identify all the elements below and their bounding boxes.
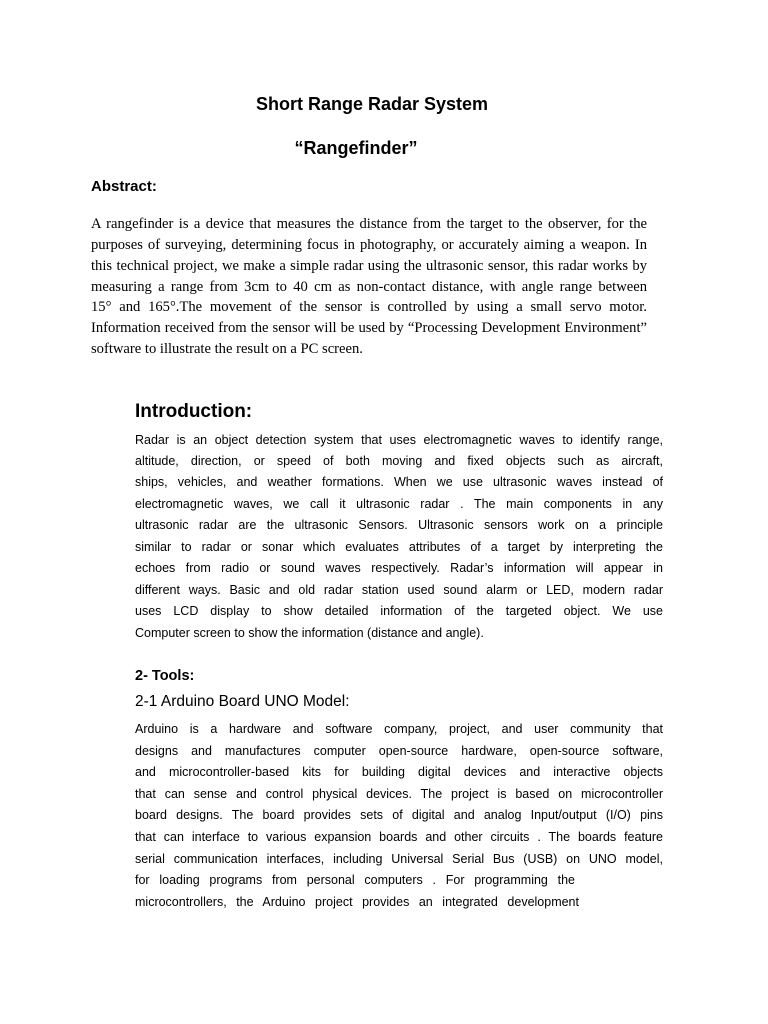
abstract-heading: Abstract: bbox=[91, 178, 157, 195]
document-title: Short Range Radar System bbox=[255, 94, 489, 114]
tools-line: designs and manufactures computer open-source hardware, open-source software, bbox=[135, 744, 663, 758]
introduction-heading: Introduction: bbox=[135, 401, 253, 422]
abstract-line: A rangefinder is a device that measures the distance from the target to the observer, for the bbox=[91, 216, 647, 232]
introduction-line: echoes from radio or sound waves respectively. Radar’s information will appear in bbox=[135, 561, 663, 575]
document-subtitle: “Rangefinder” bbox=[294, 138, 418, 158]
introduction-line: Radar is an object detection system that uses electromagnetic waves to identify range, bbox=[135, 433, 663, 447]
tools-line: and microcontroller-based kits for building digital devices and interactive objects bbox=[135, 765, 663, 779]
abstract-line: 15° and 165°.The movement of the sensor is controlled by using a small servo motor. bbox=[91, 299, 647, 315]
abstract-line: measuring a range from 3cm to 40 cm as non-contact distance, with angle range between bbox=[91, 279, 647, 295]
tools-line: board designs. The board provides sets of digital and analog Input/output (I/O) pins bbox=[135, 808, 663, 822]
abstract-line: software to illustrate the result on a PC screen. bbox=[91, 341, 363, 357]
tools-heading: 2- Tools: bbox=[135, 668, 195, 684]
introduction-line: Computer screen to show the information (distance and angle). bbox=[135, 626, 484, 640]
introduction-line: similar to radar or sonar which evaluates attributes of a target by interpreting the bbox=[135, 540, 663, 554]
introduction-line: ultrasonic radar are the ultrasonic Sensors. Ultrasonic sensors work on a principle bbox=[135, 518, 663, 532]
abstract-line: purposes of surveying, determining focus in photography, or accurately aiming a weapon. In bbox=[91, 237, 647, 253]
introduction-line: uses LCD display to show detailed information of the targeted object. We use bbox=[135, 604, 663, 618]
introduction-line: ships, vehicles, and weather formations. When we use ultrasonic waves instead of bbox=[135, 475, 663, 489]
introduction-line: electromagnetic waves, we call it ultrasonic radar . The main components in any bbox=[135, 497, 663, 511]
introduction-line: different ways. Basic and old radar station used sound alarm or LED, modern radar bbox=[135, 583, 663, 597]
tools-line: that can interface to various expansion boards and other circuits . The boards feature bbox=[135, 830, 663, 844]
abstract-line: this technical project, we make a simple radar using the ultrasonic sensor, this radar works by bbox=[91, 258, 647, 274]
tools-line: Arduino is a hardware and software company, project, and user community that bbox=[135, 722, 663, 736]
arduino-subheading: 2-1 Arduino Board UNO Model: bbox=[135, 693, 350, 710]
tools-line: for loading programs from personal computers . For programming the bbox=[135, 873, 575, 887]
introduction-line: altitude, direction, or speed of both moving and fixed objects such as aircraft, bbox=[135, 454, 663, 468]
abstract-line: Information received from the sensor will be used by “Processing Development Environment” bbox=[91, 320, 647, 336]
tools-line: that can sense and control physical devices. The project is based on microcontroller bbox=[135, 787, 663, 801]
tools-line: microcontrollers, the Arduino project provides an integrated development bbox=[135, 895, 579, 909]
tools-line: serial communication interfaces, including Universal Serial Bus (USB) on UNO model, bbox=[135, 852, 663, 866]
